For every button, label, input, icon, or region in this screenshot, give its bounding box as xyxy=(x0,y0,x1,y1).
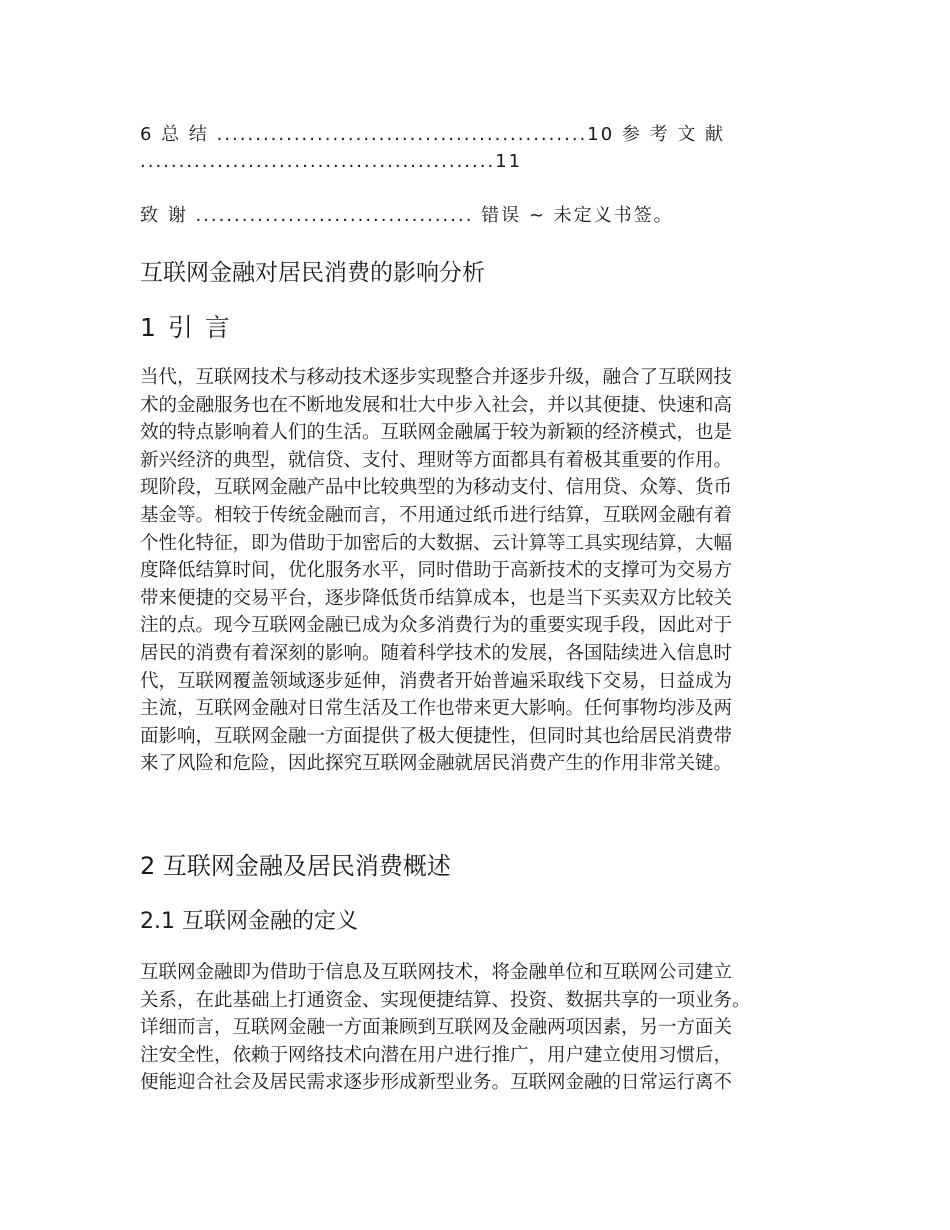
toc-entry-conclusion-references: 6 总 结 ................................................10 参 考 文 献 xyxy=(140,124,726,145)
paragraph-line: 注的点。现今互联网金融已成为众多消费行为的重要实现手段，因此对于 xyxy=(140,615,733,637)
paragraph-line: 度降低结算时间，优化服务水平，同时借助于高新技术的支撑可为交易方 xyxy=(140,560,733,582)
paragraph-line: 来了风险和危险，因此探究互联网金融就居民消费产生的作用非常关键。 xyxy=(140,753,733,775)
paragraph-line: 术的金融服务也在不断地发展和壮大中步入社会，并以其便捷、快速和高 xyxy=(140,394,733,416)
document-title: 互联网金融对居民消费的影响分析 xyxy=(140,260,485,286)
paragraph-line: 效的特点影响着人们的生活。互联网金融属于较为新颖的经济模式，也是 xyxy=(140,422,733,444)
paragraph-line: 详细而言，互联网金融一方面兼顾到互联网及金融两项因素，另一方面关 xyxy=(140,1017,733,1039)
paragraph-line: 现阶段，互联网金融产品中比较典型的为移动支付、信用贷、众筹、货币 xyxy=(140,477,733,499)
toc-entry-references-page: ..............................................11 xyxy=(140,151,523,172)
section-2-1-paragraph xyxy=(140,959,830,1097)
section-1-heading: 1 引 言 xyxy=(140,313,232,342)
section-2-1-heading: 2.1 互联网金融的定义 xyxy=(140,909,358,934)
paragraph-line: 便能迎合社会及居民需求逐步形成新型业务。互联网金融的日常运行离不 xyxy=(140,1072,733,1094)
paragraph-line: 基金等。相较于传统金融而言，不用通过纸币进行结算，互联网金融有着 xyxy=(140,504,733,526)
paragraph-line: 带来便捷的交易平台，逐步降低货币结算成本，也是当下买卖双方比较关 xyxy=(140,587,733,609)
paragraph-line: 个性化特征，即为借助于加密后的大数据、云计算等工具实现结算，大幅 xyxy=(140,532,733,554)
section-1-paragraph xyxy=(140,364,830,778)
paragraph-line: 居民的消费有着深刻的影响。随着科学技术的发展，各国陆续进入信息时 xyxy=(140,642,733,664)
paragraph-line: 代，互联网覆盖领域逐步延伸，消费者开始普遍采取线下交易，日益成为 xyxy=(140,670,733,692)
toc-entry-acknowledgements: 致 谢 .................................... 错误 ~ 未定义书签。 xyxy=(140,205,674,226)
paragraph-line: 注安全性，依赖于网络技术向潜在用户进行推广，用户建立使用习惯后， xyxy=(140,1044,733,1066)
paragraph-line: 主流，互联网金融对日常生活及工作也带来更大影响。任何事物均涉及两 xyxy=(140,698,733,720)
paragraph-line: 互联网金融即为借助于信息及互联网技术，将金融单位和互联网公司建立 xyxy=(140,962,733,983)
paragraph-line: 新兴经济的典型，就信贷、支付、理财等方面都具有着极其重要的作用。 xyxy=(140,449,733,471)
section-2-heading: 2 互联网金融及居民消费概述 xyxy=(140,852,451,880)
paragraph-line: 面影响，互联网金融一方面提供了极大便捷性，但同时其也给居民消费带 xyxy=(140,725,733,747)
paragraph-line: 关系，在此基础上打通资金、实现便捷结算、投资、数据共享的一项业务。 xyxy=(140,989,751,1011)
paragraph-line: 当代，互联网技术与移动技术逐步实现整合并逐步升级，融合了互联网技 xyxy=(140,367,733,388)
